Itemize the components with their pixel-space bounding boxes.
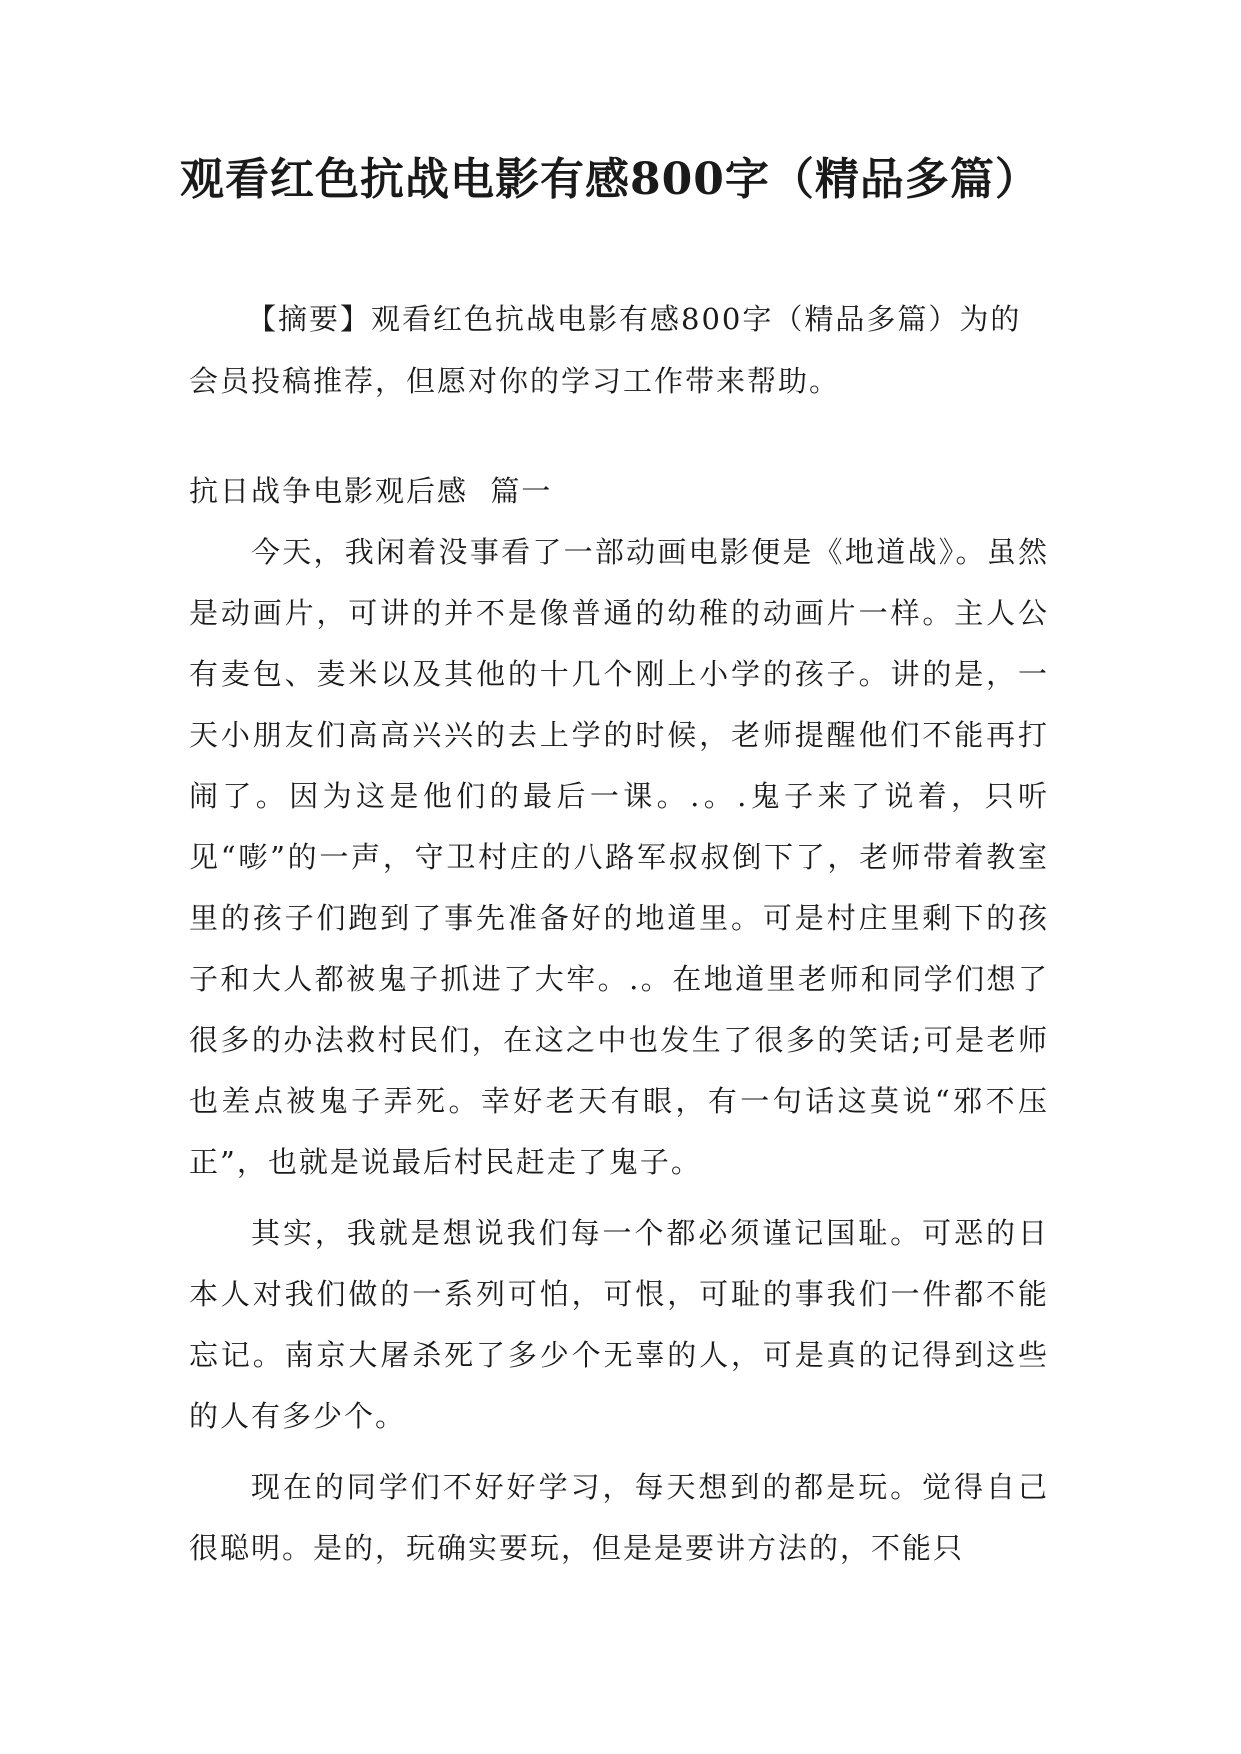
abstract-paragraph: 【摘要】观看红色抗战电影有感800字（精品多篇）为的会员投稿推荐，但愿对你的学习工作带来帮助。 bbox=[189, 302, 1022, 398]
page-title: 观看红色抗战电影有感800字（精品多篇） bbox=[180, 154, 1040, 205]
section-heading: 抗日战争电影观后感 篇一 bbox=[189, 474, 553, 508]
section-body bbox=[189, 522, 1049, 1589]
body-paragraph: 现在的同学们不好好学习，每天想到的都是玩。觉得自己很聪明。是的，玩确实要玩，但是是要讲方法的，不能只 bbox=[189, 1470, 1049, 1565]
body-paragraph: 其实，我就是想说我们每一个都必须谨记国耻。可恶的日本人对我们做的一系列可怕，可恨，可耻的事我们一件都不能忘记。南京大屠杀死了多少个无辜的人，可是真的记得到这些的人有多少个。 bbox=[189, 1216, 1049, 1433]
body-paragraph: 今天，我闲着没事看了一部动画电影便是《地道战》。虽然是动画片，可讲的并不是像普通的幼稚的动画片一样。主人公有麦包、麦米以及其他的十几个刚上小学的孩子。讲的是，一天小朋友们高高兴兴的去上学的时候，老师提醒他们不能再打闹了。因为这是他们的最后一课。.。.鬼子来了说着，只听见“嘭”的一声，守卫村庄的八路军叔叔倒下了，老师带着教室里的孩子们跑到了事先准备好的地道里。可是村庄里剩下的孩子和大人都被鬼子抓进了大牢。.。在地道里老师和同学们想了很多的办法救村民们，在这之中也发生了很多的笑话;可是老师也差点被鬼子弄死。幸好老天有眼，有一句话这莫说“邪不压正”，也就是说最后村民赶走了鬼子。 bbox=[189, 535, 1049, 1179]
